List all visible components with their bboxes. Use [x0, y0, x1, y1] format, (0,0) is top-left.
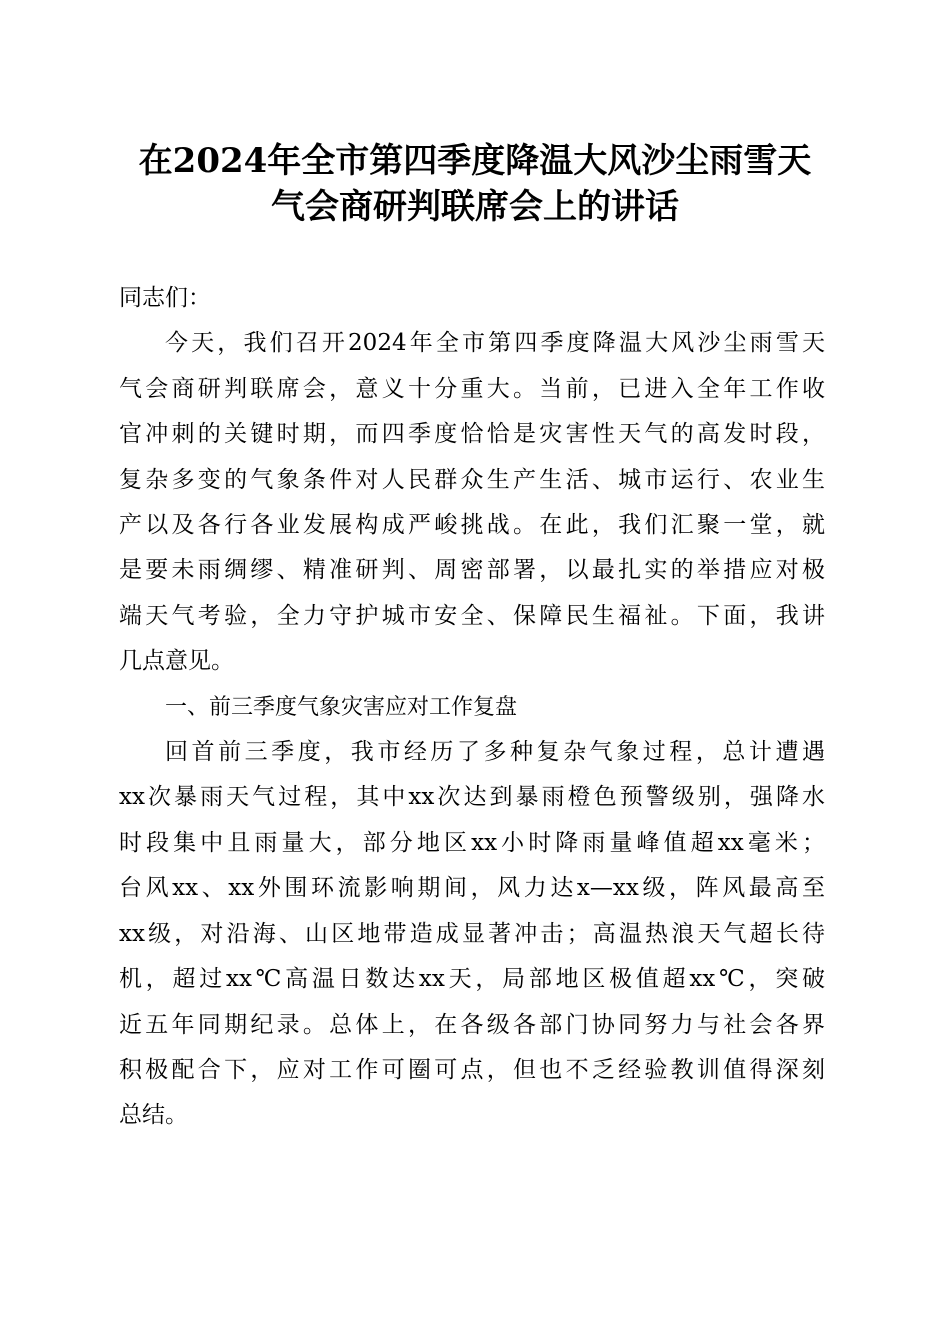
paragraph-line: 产以及各行各业发展构成严峻挑战。在此，我们汇聚一堂，就: [119, 512, 825, 539]
paragraph-review: [119, 730, 825, 1139]
paragraph-line: 时段集中且雨量大，部分地区xx小时降雨量峰值超xx毫米；: [119, 829, 825, 856]
paragraph-line: xx次暴雨天气过程，其中xx次达到暴雨橙色预警级别，强降水: [119, 784, 825, 811]
paragraph-line: 今天，我们召开2024年全市第四季度降温大风沙尘雨雪天: [165, 330, 825, 357]
title-line: 气会商研判联席会上的讲话: [271, 187, 679, 227]
paragraph-line: 机，超过xx℃高温日数达xx天，局部地区极值超xx℃，突破: [119, 966, 825, 993]
paragraph-line: 是要未雨绸缪、精准研判、周密部署，以最扎实的举措应对极: [119, 557, 825, 584]
paragraph-opening: [119, 321, 825, 684]
paragraph-line: 近五年同期纪录。总体上，在各级各部门协同努力与社会各界: [119, 1011, 825, 1038]
document-title: [100, 138, 850, 230]
paragraph-line: 积极配合下，应对工作可圈可点，但也不乏经验教训值得深刻: [119, 1056, 825, 1083]
paragraph-line: 回首前三季度，我市经历了多种复杂气象过程，总计遭遇: [165, 739, 825, 766]
paragraph-line: 几点意见。: [119, 648, 234, 675]
paragraph-line: 台风xx、xx外围环流影响期间，风力达x—xx级，阵风最高至: [119, 875, 825, 902]
paragraph-line: 气会商研判联席会，意义十分重大。当前，已进入全年工作收: [119, 375, 825, 402]
paragraph-line: 官冲刺的关键时期，而四季度恰恰是灾害性天气的高发时段，: [119, 421, 825, 448]
paragraph-line: xx级，对沿海、山区地带造成显著冲击；高温热浪天气超长待: [119, 920, 825, 947]
paragraph-line: 总结。: [119, 1102, 188, 1129]
paragraph-line: 端天气考验，全力守护城市安全、保障民生福祉。下面，我讲: [119, 602, 825, 629]
paragraph-line: 复杂多变的气象条件对人民群众生产生活、城市运行、农业生: [119, 466, 825, 493]
title-line: 在2024年全市第四季度降温大风沙尘雨雪天: [138, 141, 812, 181]
document-body: [119, 276, 825, 1139]
salutation: 同志们：: [119, 285, 211, 311]
section-heading: 一、前三季度气象灾害应对工作复盘: [165, 694, 518, 720]
